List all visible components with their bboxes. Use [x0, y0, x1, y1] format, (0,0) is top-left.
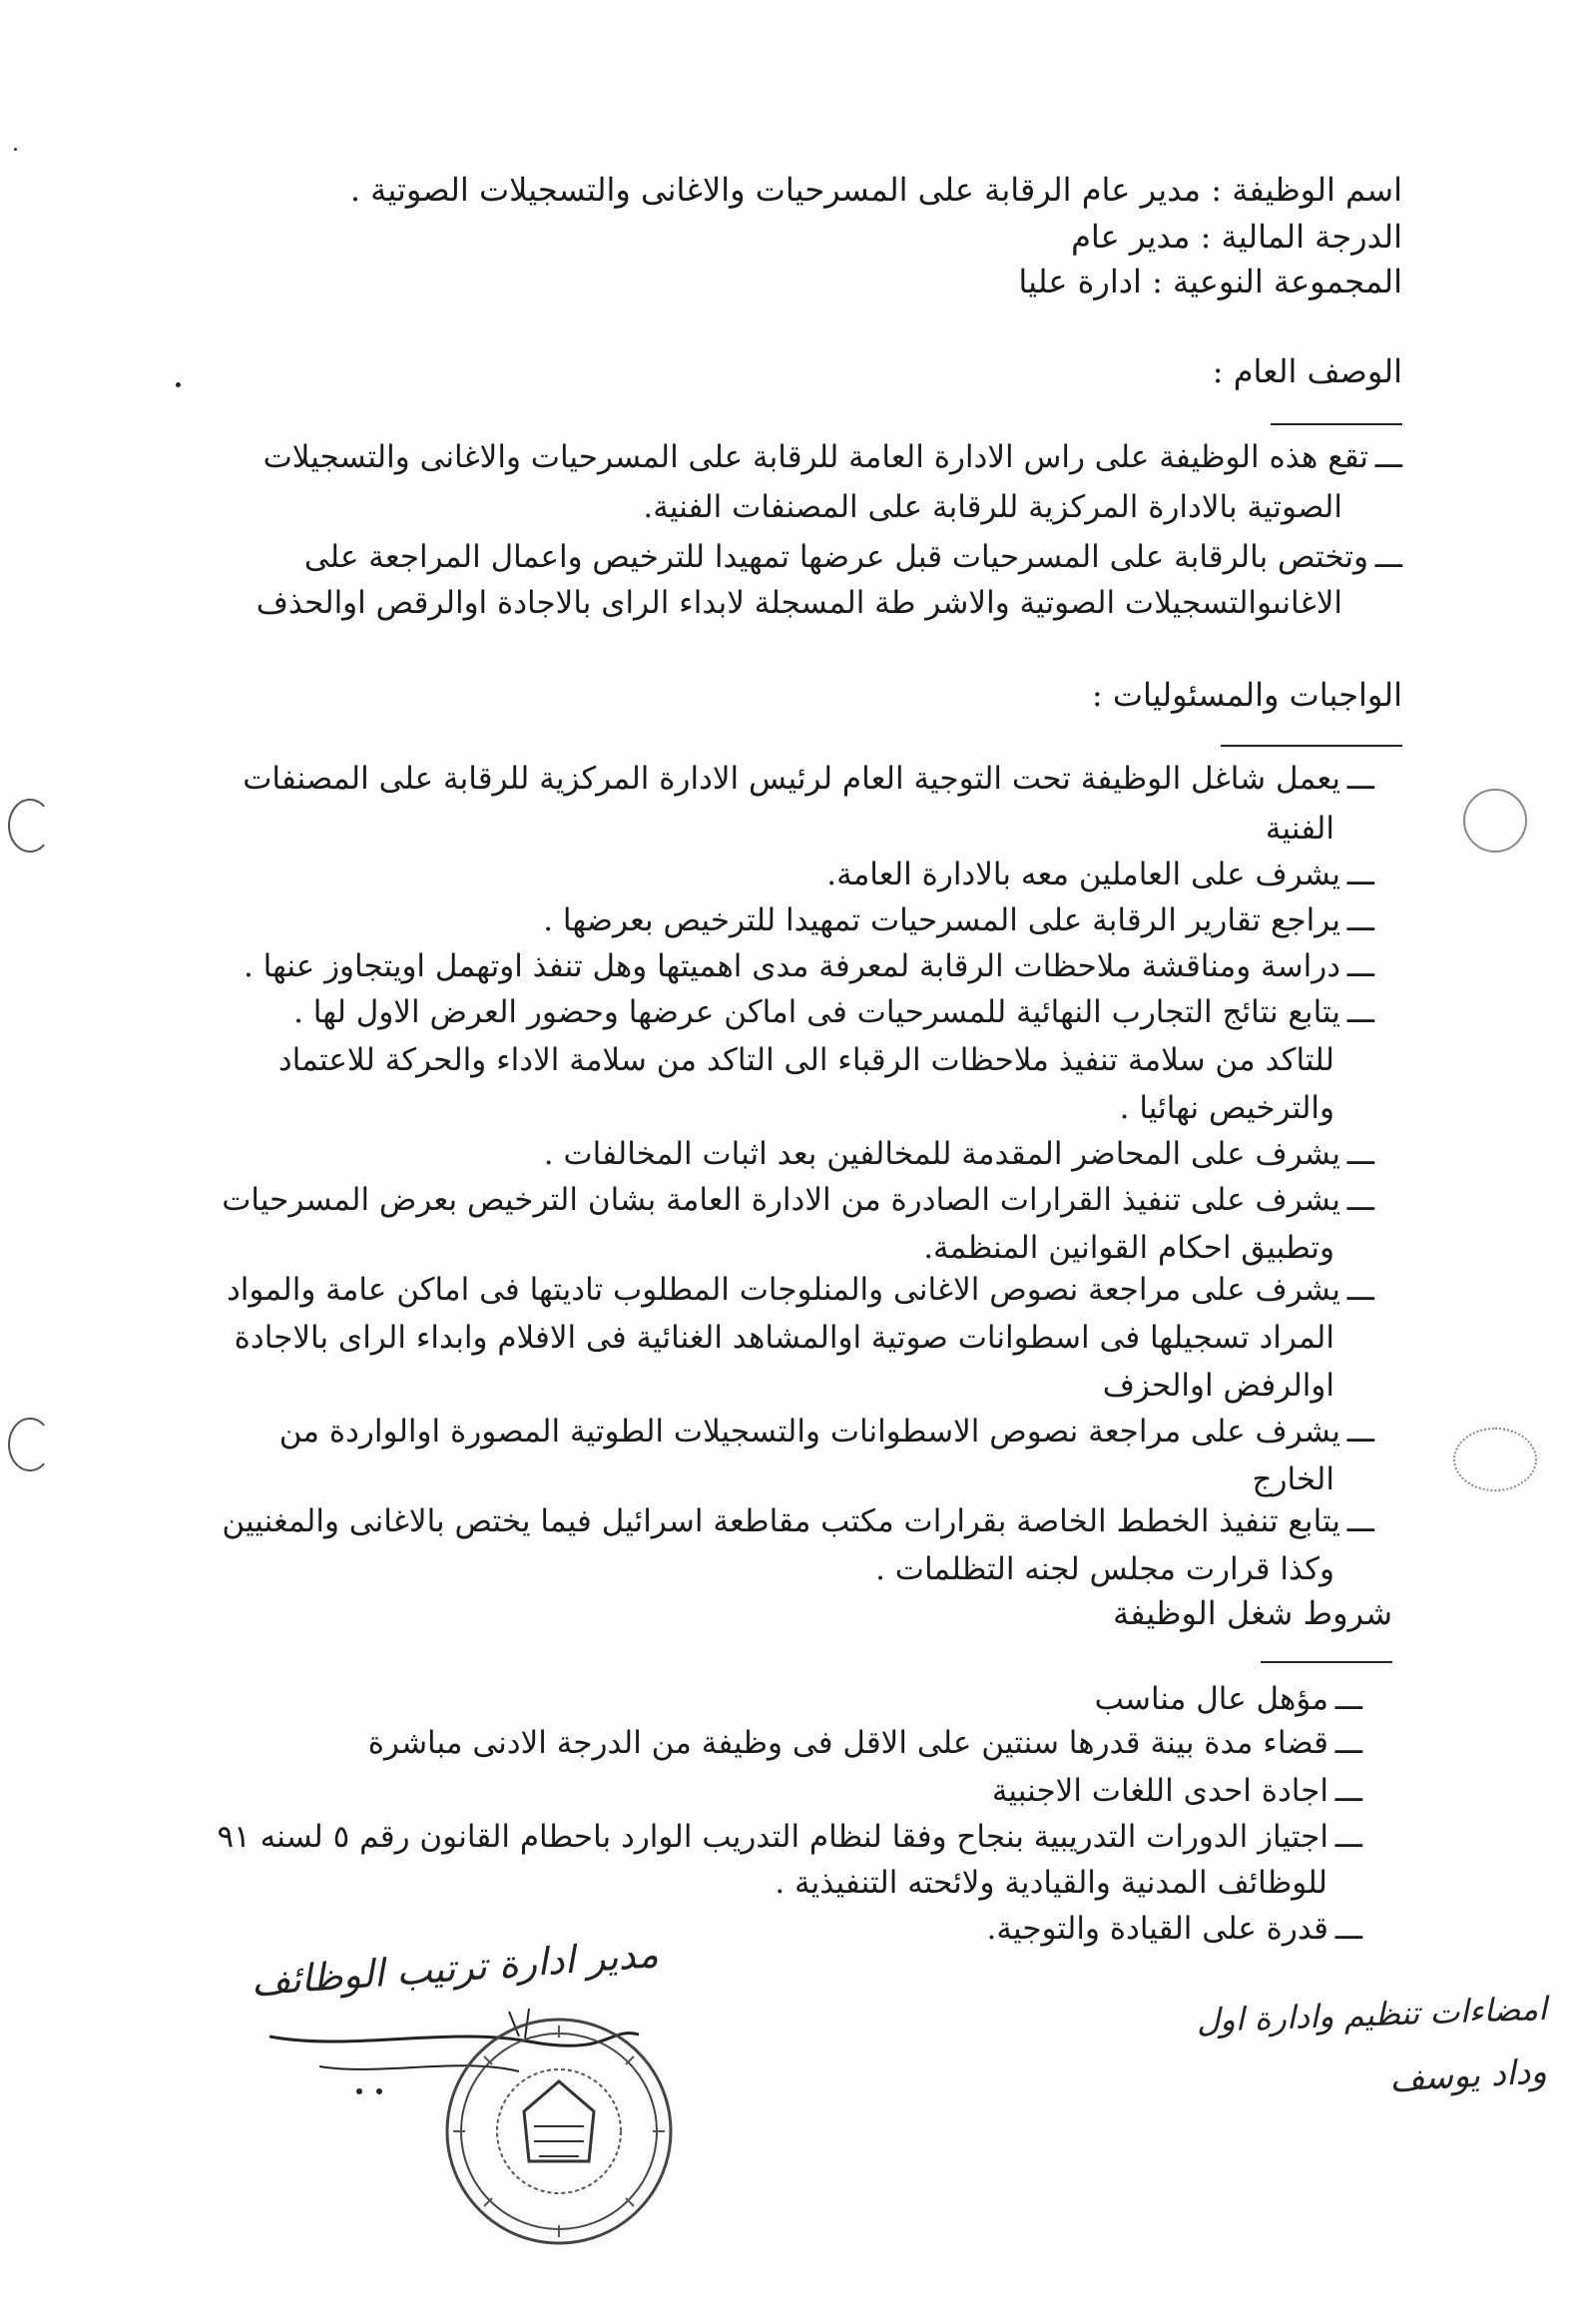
dash-bullet-icon: ـــ	[1334, 1681, 1362, 1717]
dash-bullet-icon: ـــ	[1346, 857, 1374, 892]
requirement-line: ـــقضاء مدة بينة قدرها سنتين على الاقل فى وظيفة من الدرجة الادنى مباشرة	[367, 1725, 1362, 1761]
duty-line: للتاكد من سلامة تنفيذ ملاحظات الرقباء الى التاكد من سلامة الاداء والحركة للاعتماد	[277, 1042, 1334, 1078]
description-line: ـــتقع هذه الوظيفة على راس الادارة العامة للرقابة على المسرحيات والاغانى والتسجيلات	[263, 439, 1402, 475]
dash-bullet-icon: ـــ	[1346, 994, 1374, 1030]
seal-border-marks	[453, 2026, 665, 2237]
duty-line: الخارج	[1252, 1461, 1334, 1497]
duty-line: وتطبيق احكام القوانين المنظمة.	[923, 1230, 1334, 1266]
seal-center-ring	[497, 2069, 621, 2193]
eagle-emblem-icon	[524, 2081, 594, 2161]
handwritten-approval-right	[1138, 1989, 1548, 2136]
dash-bullet-icon: ـــ	[1346, 948, 1374, 984]
heading-underline	[1221, 745, 1402, 747]
duty-line: ـــيشرف على تنفيذ القرارات الصادرة من الادارة العامة بشان الترخيص بعرض المسرحيات	[222, 1182, 1374, 1218]
dash-bullet-icon: ـــ	[1374, 539, 1402, 575]
duty-line: ـــدراسة ومناقشة ملاحظات الرقابة لمعرفة مدى اهميتها وهل تنفذ اوتهمل اويتجاوز عنها .	[243, 948, 1374, 984]
approval-line-1: امضاءات تنظيم وادارة اول	[1196, 1989, 1548, 2040]
dash-bullet-icon: ـــ	[1346, 1136, 1374, 1172]
approval-line-2: وداد يوسف	[1388, 2051, 1548, 2100]
duty-line: ـــيراجع تقارير الرقابة على المسرحيات تمهيدا للترخيص بعرضها .	[543, 902, 1374, 938]
dash-bullet-icon: ـــ	[1374, 439, 1402, 475]
dash-bullet-icon: ـــ	[1334, 1819, 1362, 1855]
duties-heading: الواجبات والمسئوليات :	[1091, 676, 1402, 714]
dash-bullet-icon: ـــ	[1346, 902, 1374, 938]
dash-bullet-icon: ـــ	[1334, 1773, 1362, 1809]
duty-line: ـــيتابع نتائج التجارب النهائية للمسرحيات فى اماكن عرضها وحضور العرض الاول لها .	[293, 994, 1374, 1030]
dash-bullet-icon: ـــ	[1346, 1182, 1374, 1218]
dash-bullet-icon: ـــ	[1346, 761, 1374, 797]
dash-bullet-icon: ـــ	[1346, 1414, 1374, 1450]
duty-line: ـــيشرف على مراجعة نصوص الاسطوانات والتسجيلات الطوتية المصورة اوالواردة من	[278, 1414, 1374, 1450]
emblem-detail	[534, 2126, 584, 2156]
seal-outer-ring	[447, 2020, 671, 2243]
scan-speck	[14, 148, 17, 151]
requirement-line: للوظائف المدنية والقيادية ولائحته التنفيذية .	[775, 1865, 1327, 1901]
description-line: الصوتية بالادارة المركزية للرقابة على المصنفات الفنية.	[643, 489, 1342, 525]
category-group: المجموعة النوعية : ادارة عليا	[1018, 263, 1402, 300]
general-description-heading: الوصف العام :	[1212, 352, 1402, 390]
duty-line: الفنية	[1265, 811, 1334, 847]
description-line: الاغانىوالتسجيلات الصوتية والاشر طة المسجلة لابداء الراى بالاجادة اوالرقص اوالحذف	[256, 585, 1342, 621]
punch-hole-mark	[1453, 1428, 1537, 1491]
duty-line: ـــيشرف على العاملين معه بالادارة العامة.	[826, 857, 1374, 892]
requirement-line: ـــاجتياز الدورات التدريبية بنجاح وفقا لنظام التدريب الوارد باحطام القانون رقم ٥ لسنه ٩١	[217, 1819, 1362, 1855]
official-seal-stamp	[439, 2012, 679, 2251]
duty-line: ـــيعمل شاغل الوظيفة تحت التوجية العام لرئيس الادارة المركزية للرقابة على المصنفات	[243, 761, 1374, 797]
duty-line: وكذا قرارت مجلس لجنه التظلمات .	[875, 1551, 1334, 1587]
requirement-line: ـــمؤهل عال مناسب	[1094, 1681, 1362, 1717]
dash-bullet-icon: ـــ	[1334, 1911, 1362, 1947]
duty-line: ـــيتابع تنفيذ الخطط الخاصة بقرارات مكتب مقاطعة اسرائيل فيما يختص بالاغانى والمغنيين	[222, 1503, 1374, 1539]
duty-line: ـــيشرف على مراجعة نصوص الاغانى والمنلوجات المطلوب تاديتها فى اماكن عامة والمواد	[226, 1272, 1374, 1308]
punch-hole-mark	[1463, 789, 1527, 853]
requirements-heading: شروط شغل الوظيفة	[1113, 1594, 1392, 1632]
heading-underline	[1261, 1661, 1392, 1663]
scan-speck	[176, 382, 181, 387]
duty-line: والترخيص نهائيا .	[1119, 1090, 1334, 1126]
heading-underline	[1271, 423, 1402, 425]
punch-hole-mark	[8, 799, 52, 853]
punch-hole-mark	[8, 1418, 52, 1471]
dash-bullet-icon: ـــ	[1346, 1272, 1374, 1308]
duty-line: المراد تسجيلها فى اسطوانات صوتية اوالمشاهد الغنائية فى الافلام وابداء الراى بالاجادة	[234, 1320, 1334, 1356]
description-line: ـــوتختص بالرقابة على المسرحيات قبل عرضها تمهيدا للترخيص واعمال المراجعة على	[303, 539, 1402, 575]
requirement-line: ـــاجادة احدى اللغات الاجنبية	[991, 1773, 1362, 1809]
job-title: اسم الوظيفة : مدير عام الرقابة على المسرحيات والاغانى والتسجيلات الصوتية .	[349, 171, 1402, 209]
financial-grade: الدرجة المالية : مدير عام	[1071, 218, 1402, 256]
signature-title: مدير ادارة ترتيب الوظائف	[250, 1932, 661, 2005]
duty-line: ـــيشرف على المحاضر المقدمة للمخالفين بعد اثبات المخالفات .	[543, 1136, 1374, 1172]
dash-bullet-icon: ـــ	[1346, 1503, 1374, 1539]
dash-bullet-icon: ـــ	[1334, 1725, 1362, 1761]
duty-line: اوالرفض اوالحزف	[1102, 1368, 1334, 1404]
requirement-line: ـــقدرة على القيادة والتوجية.	[986, 1911, 1362, 1947]
